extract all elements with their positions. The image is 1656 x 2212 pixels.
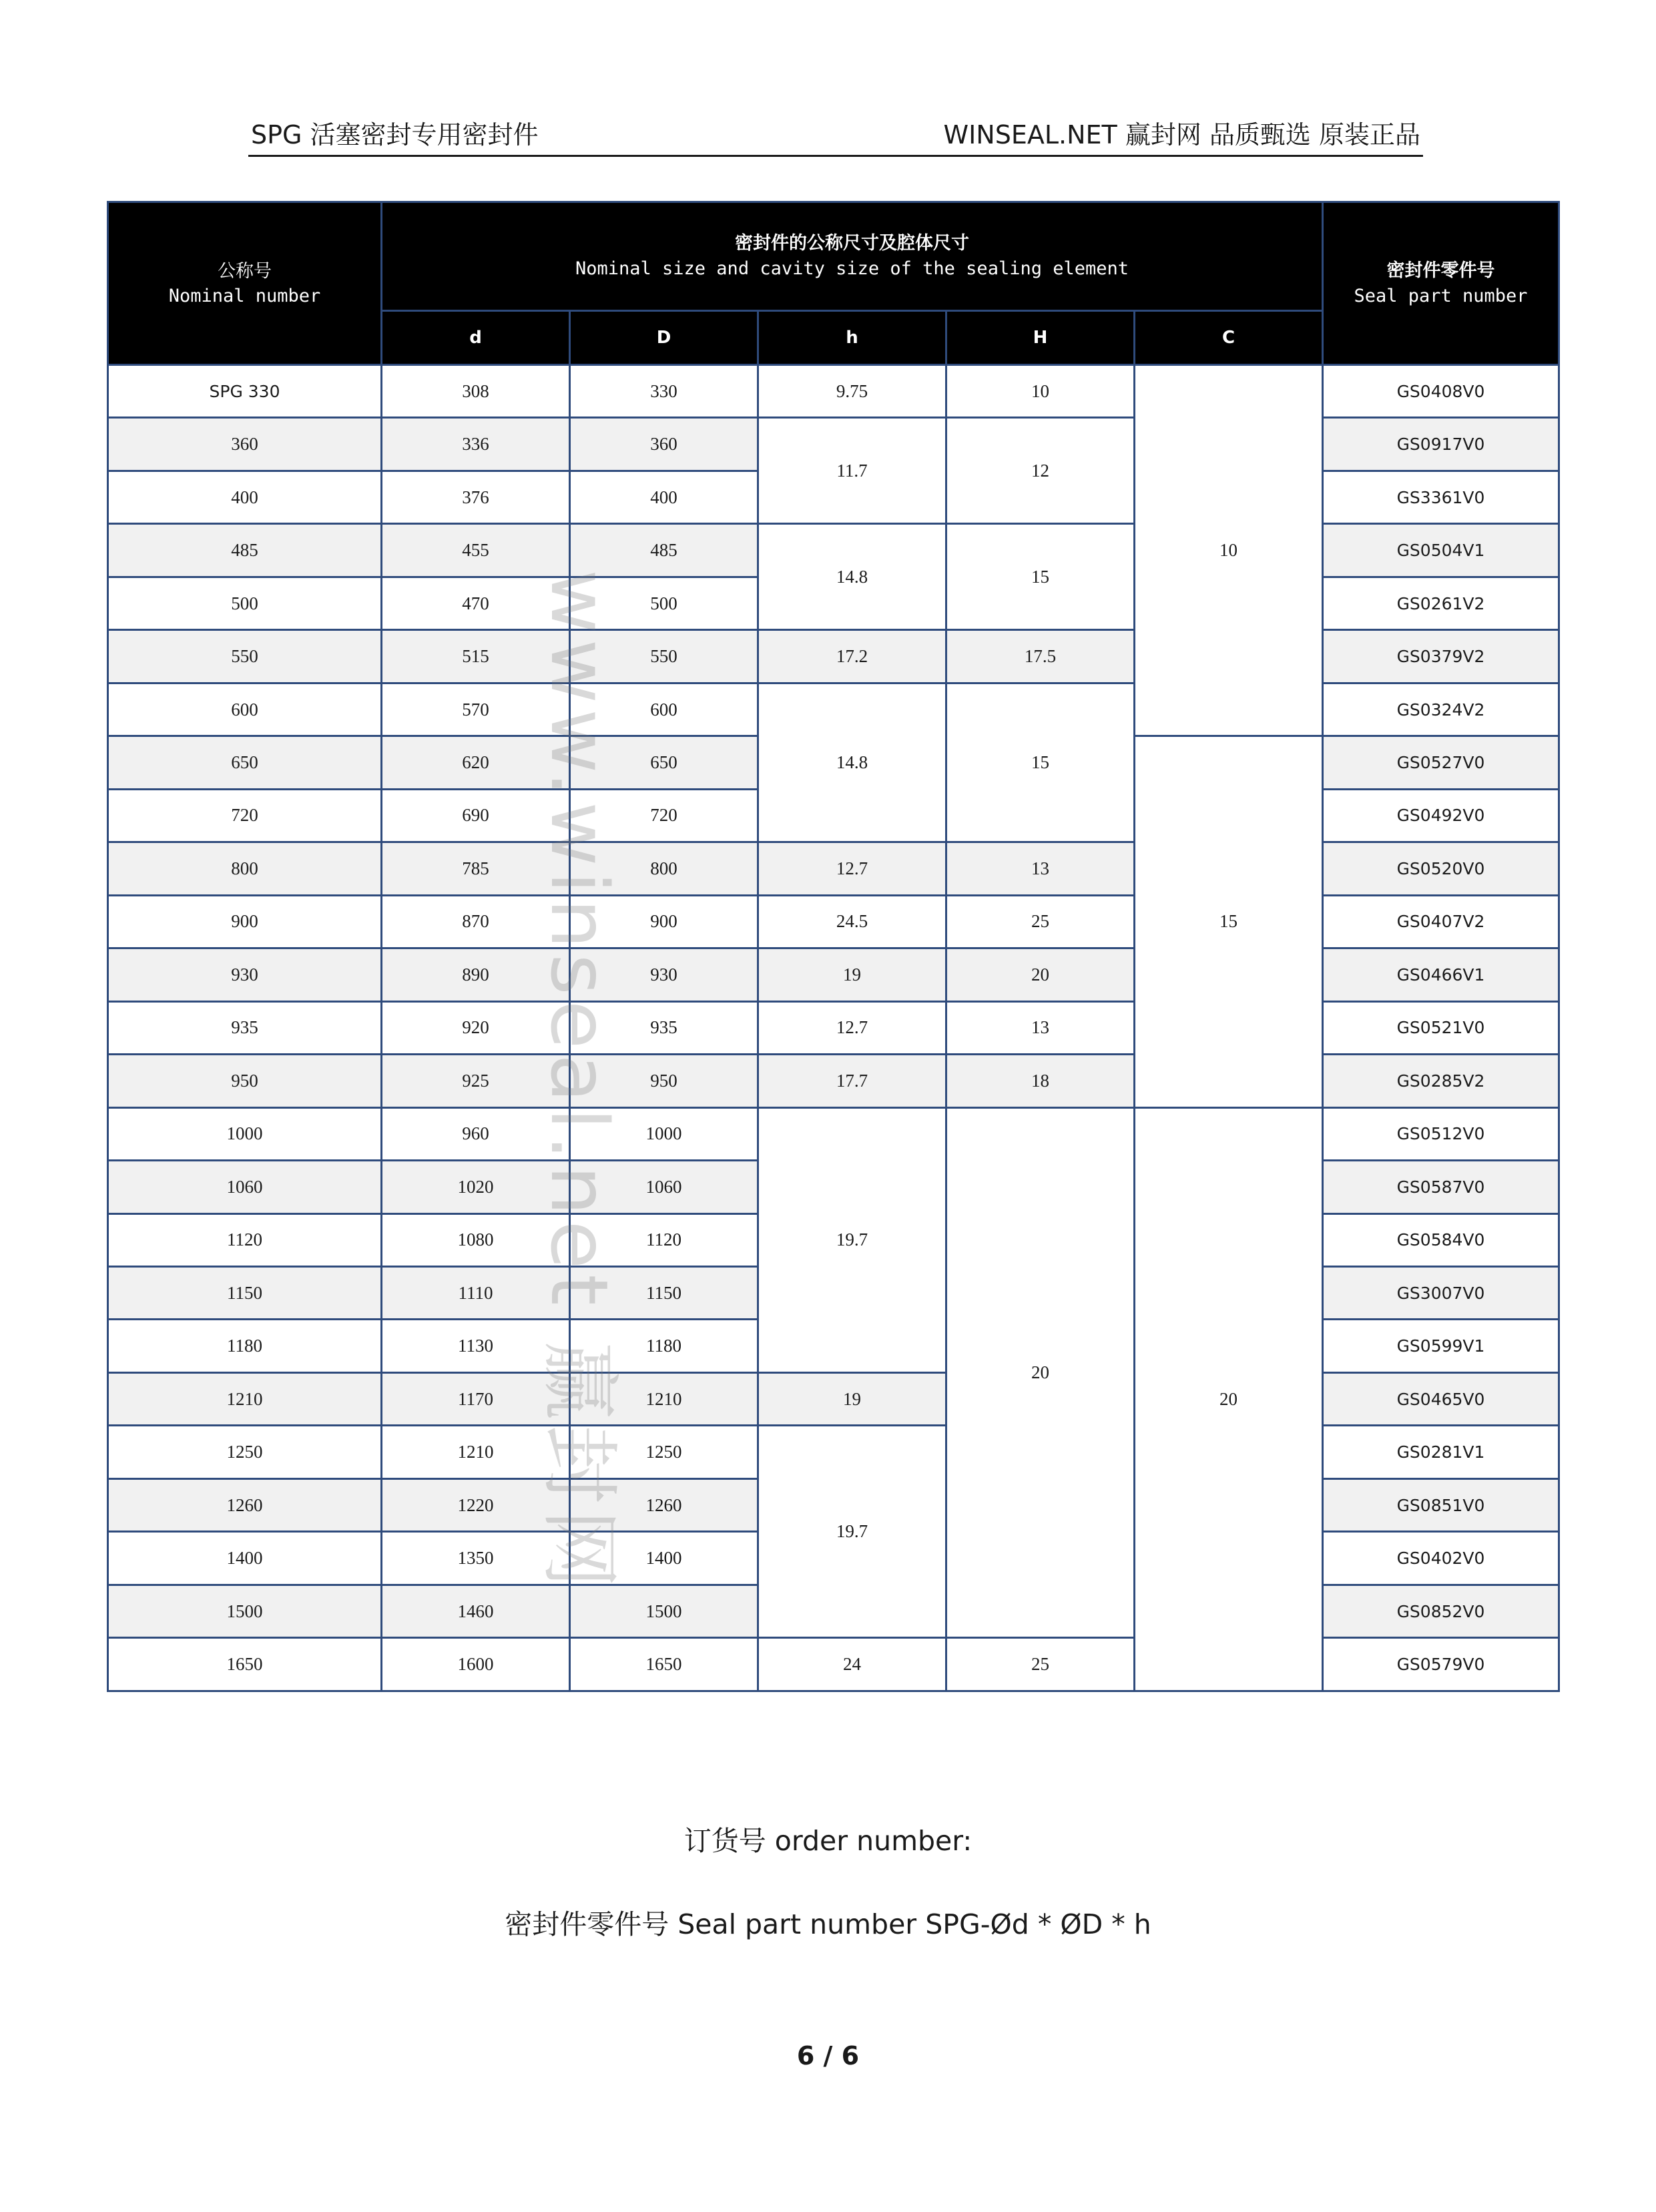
cell-part: GS0917V0 bbox=[1323, 418, 1559, 471]
cell-nominal: 1260 bbox=[108, 1478, 382, 1531]
cell-d: 960 bbox=[382, 1107, 570, 1160]
cell-d: 870 bbox=[382, 895, 570, 948]
cell-d: 890 bbox=[382, 948, 570, 1001]
cell-nominal: 550 bbox=[108, 630, 382, 683]
cell-nominal: 1000 bbox=[108, 1107, 382, 1160]
cell-nominal: 935 bbox=[108, 1001, 382, 1054]
cell-part: GS0587V0 bbox=[1323, 1161, 1559, 1213]
table-row bbox=[108, 524, 1559, 577]
cell-part: GS3007V0 bbox=[1323, 1266, 1559, 1319]
cell-d: 920 bbox=[382, 1001, 570, 1054]
cell-H: 18 bbox=[946, 1055, 1135, 1107]
cell-nominal: 800 bbox=[108, 842, 382, 895]
cell-d: 620 bbox=[382, 736, 570, 789]
cell-part: GS0261V2 bbox=[1323, 577, 1559, 629]
cell-d: 1110 bbox=[382, 1266, 570, 1319]
cell-h: 19.7 bbox=[758, 1107, 946, 1372]
subheader-H: H bbox=[946, 311, 1135, 365]
cell-h: 17.2 bbox=[758, 630, 946, 683]
cell-part: GS0599V1 bbox=[1323, 1320, 1559, 1372]
subheader-h: h bbox=[758, 311, 946, 365]
cell-h: 19 bbox=[758, 948, 946, 1001]
cell-H: 20 bbox=[946, 1107, 1135, 1638]
cell-nominal: 400 bbox=[108, 471, 382, 523]
cell-D: 1500 bbox=[570, 1585, 758, 1637]
cell-D: 1150 bbox=[570, 1266, 758, 1319]
table-row bbox=[108, 948, 1559, 1001]
page-number: 6 / 6 bbox=[796, 2041, 860, 2070]
table-row bbox=[108, 1638, 1559, 1691]
cell-h: 19 bbox=[758, 1372, 946, 1425]
order-number-format: 密封件零件号 Seal part number SPG-Ød * ØD * h bbox=[505, 1908, 1151, 1940]
cell-h: 24.5 bbox=[758, 895, 946, 948]
cell-d: 690 bbox=[382, 789, 570, 842]
cell-nominal: 1120 bbox=[108, 1213, 382, 1266]
cell-H: 17.5 bbox=[946, 630, 1135, 683]
cell-d: 515 bbox=[382, 630, 570, 683]
cell-H: 25 bbox=[946, 1638, 1135, 1691]
cell-part: GS3361V0 bbox=[1323, 471, 1559, 523]
cell-part: GS0520V0 bbox=[1323, 842, 1559, 895]
cell-nominal: 1210 bbox=[108, 1372, 382, 1425]
cell-nominal: 600 bbox=[108, 683, 382, 736]
subheader-d: d bbox=[382, 311, 570, 365]
cell-D: 650 bbox=[570, 736, 758, 789]
cell-D: 1120 bbox=[570, 1213, 758, 1266]
header-part-cn: 密封件零件号 bbox=[1386, 260, 1495, 281]
table-row bbox=[108, 842, 1559, 895]
cell-h: 9.75 bbox=[758, 365, 946, 418]
table-row bbox=[108, 365, 1559, 418]
cell-h: 12.7 bbox=[758, 842, 946, 895]
cell-d: 925 bbox=[382, 1055, 570, 1107]
cell-C: 15 bbox=[1135, 736, 1323, 1107]
cell-D: 720 bbox=[570, 789, 758, 842]
cell-H: 20 bbox=[946, 948, 1135, 1001]
table-row bbox=[108, 1001, 1559, 1054]
cell-nominal: 1400 bbox=[108, 1532, 382, 1585]
cell-part: GS0465V0 bbox=[1323, 1372, 1559, 1425]
table-row bbox=[108, 683, 1559, 736]
order-number-label: 订货号 order number: bbox=[683, 1825, 973, 1857]
cell-d: 1220 bbox=[382, 1478, 570, 1531]
cell-C: 10 bbox=[1135, 365, 1323, 736]
page-header bbox=[248, 116, 1423, 157]
cell-D: 500 bbox=[570, 577, 758, 629]
cell-part: GS0504V1 bbox=[1323, 524, 1559, 577]
header-left-title: SPG 活塞密封专用密封件 bbox=[251, 120, 539, 150]
header-size-cn: 密封件的公称尺寸及腔体尺寸 bbox=[735, 233, 969, 254]
cell-part: GS0402V0 bbox=[1323, 1532, 1559, 1585]
cell-d: 570 bbox=[382, 683, 570, 736]
header-nominal-cn: 公称号 bbox=[218, 260, 272, 281]
header-nominal-size bbox=[382, 202, 1323, 311]
table-header-row bbox=[108, 202, 1559, 311]
cell-D: 800 bbox=[570, 842, 758, 895]
cell-d: 470 bbox=[382, 577, 570, 629]
cell-part: GS0527V0 bbox=[1323, 736, 1559, 789]
cell-D: 1180 bbox=[570, 1320, 758, 1372]
cell-D: 1650 bbox=[570, 1638, 758, 1691]
cell-nominal: 485 bbox=[108, 524, 382, 577]
cell-D: 330 bbox=[570, 365, 758, 418]
cell-nominal: 1650 bbox=[108, 1638, 382, 1691]
cell-D: 1210 bbox=[570, 1372, 758, 1425]
cell-d: 1600 bbox=[382, 1638, 570, 1691]
cell-d: 1460 bbox=[382, 1585, 570, 1637]
cell-C: 20 bbox=[1135, 1107, 1323, 1691]
cell-nominal: 1500 bbox=[108, 1585, 382, 1637]
table-row bbox=[108, 1107, 1559, 1160]
cell-D: 950 bbox=[570, 1055, 758, 1107]
subheader-C: C bbox=[1135, 311, 1323, 365]
cell-h: 14.8 bbox=[758, 683, 946, 842]
cell-D: 550 bbox=[570, 630, 758, 683]
cell-part: GS0408V0 bbox=[1323, 365, 1559, 418]
table-row bbox=[108, 1055, 1559, 1107]
cell-D: 1060 bbox=[570, 1161, 758, 1213]
cell-part: GS0281V1 bbox=[1323, 1426, 1559, 1478]
cell-nominal: SPG 330 bbox=[108, 365, 382, 418]
cell-D: 900 bbox=[570, 895, 758, 948]
cell-D: 360 bbox=[570, 418, 758, 471]
cell-H: 12 bbox=[946, 418, 1135, 524]
cell-d: 1350 bbox=[382, 1532, 570, 1585]
cell-nominal: 1150 bbox=[108, 1266, 382, 1319]
cell-H: 13 bbox=[946, 1001, 1135, 1054]
cell-H: 10 bbox=[946, 365, 1135, 418]
cell-nominal: 720 bbox=[108, 789, 382, 842]
cell-d: 1020 bbox=[382, 1161, 570, 1213]
cell-part: GS0852V0 bbox=[1323, 1585, 1559, 1637]
cell-D: 400 bbox=[570, 471, 758, 523]
cell-d: 336 bbox=[382, 418, 570, 471]
cell-D: 1260 bbox=[570, 1478, 758, 1531]
cell-part: GS0379V2 bbox=[1323, 630, 1559, 683]
cell-h: 14.8 bbox=[758, 524, 946, 630]
cell-d: 308 bbox=[382, 365, 570, 418]
header-seal-part-number bbox=[1323, 202, 1559, 365]
header-part-en: Seal part number bbox=[1354, 285, 1528, 306]
header-nominal-en: Nominal number bbox=[168, 285, 321, 306]
cell-nominal: 900 bbox=[108, 895, 382, 948]
cell-d: 1080 bbox=[382, 1213, 570, 1266]
cell-h: 19.7 bbox=[758, 1426, 946, 1638]
cell-part: GS0285V2 bbox=[1323, 1055, 1559, 1107]
seal-size-table bbox=[107, 201, 1560, 1692]
cell-nominal: 930 bbox=[108, 948, 382, 1001]
cell-H: 15 bbox=[946, 524, 1135, 630]
cell-nominal: 500 bbox=[108, 577, 382, 629]
cell-h: 24 bbox=[758, 1638, 946, 1691]
cell-D: 1000 bbox=[570, 1107, 758, 1160]
cell-H: 25 bbox=[946, 895, 1135, 948]
cell-nominal: 1180 bbox=[108, 1320, 382, 1372]
cell-h: 11.7 bbox=[758, 418, 946, 524]
watermark-text: www.winseal.net 赢封网 bbox=[533, 569, 625, 1594]
cell-part: GS0851V0 bbox=[1323, 1478, 1559, 1531]
cell-part: GS0579V0 bbox=[1323, 1638, 1559, 1691]
cell-D: 930 bbox=[570, 948, 758, 1001]
cell-d: 1210 bbox=[382, 1426, 570, 1478]
cell-part: GS0584V0 bbox=[1323, 1213, 1559, 1266]
cell-D: 600 bbox=[570, 683, 758, 736]
cell-d: 455 bbox=[382, 524, 570, 577]
cell-D: 1400 bbox=[570, 1532, 758, 1585]
cell-H: 13 bbox=[946, 842, 1135, 895]
table-row bbox=[108, 1426, 1559, 1478]
cell-part: GS0492V0 bbox=[1323, 789, 1559, 842]
cell-D: 1250 bbox=[570, 1426, 758, 1478]
cell-nominal: 360 bbox=[108, 418, 382, 471]
cell-d: 785 bbox=[382, 842, 570, 895]
table-row bbox=[108, 1372, 1559, 1425]
cell-part: GS0512V0 bbox=[1323, 1107, 1559, 1160]
cell-d: 1170 bbox=[382, 1372, 570, 1425]
cell-d: 376 bbox=[382, 471, 570, 523]
header-nominal-number bbox=[108, 202, 382, 365]
header-right-title: WINSEAL.NET 赢封网 品质甄选 原装正品 bbox=[943, 120, 1420, 150]
table-row bbox=[108, 418, 1559, 471]
table-row bbox=[108, 895, 1559, 948]
cell-nominal: 1060 bbox=[108, 1161, 382, 1213]
cell-nominal: 950 bbox=[108, 1055, 382, 1107]
cell-nominal: 650 bbox=[108, 736, 382, 789]
cell-D: 935 bbox=[570, 1001, 758, 1054]
cell-h: 17.7 bbox=[758, 1055, 946, 1107]
cell-D: 485 bbox=[570, 524, 758, 577]
table-row bbox=[108, 630, 1559, 683]
cell-part: GS0324V2 bbox=[1323, 683, 1559, 736]
cell-h: 12.7 bbox=[758, 1001, 946, 1054]
cell-H: 15 bbox=[946, 683, 1135, 842]
cell-part: GS0521V0 bbox=[1323, 1001, 1559, 1054]
cell-d: 1130 bbox=[382, 1320, 570, 1372]
cell-nominal: 1250 bbox=[108, 1426, 382, 1478]
subheader-D: D bbox=[570, 311, 758, 365]
cell-part: GS0466V1 bbox=[1323, 948, 1559, 1001]
header-size-en: Nominal size and cavity size of the sealing element bbox=[575, 258, 1129, 279]
cell-part: GS0407V2 bbox=[1323, 895, 1559, 948]
